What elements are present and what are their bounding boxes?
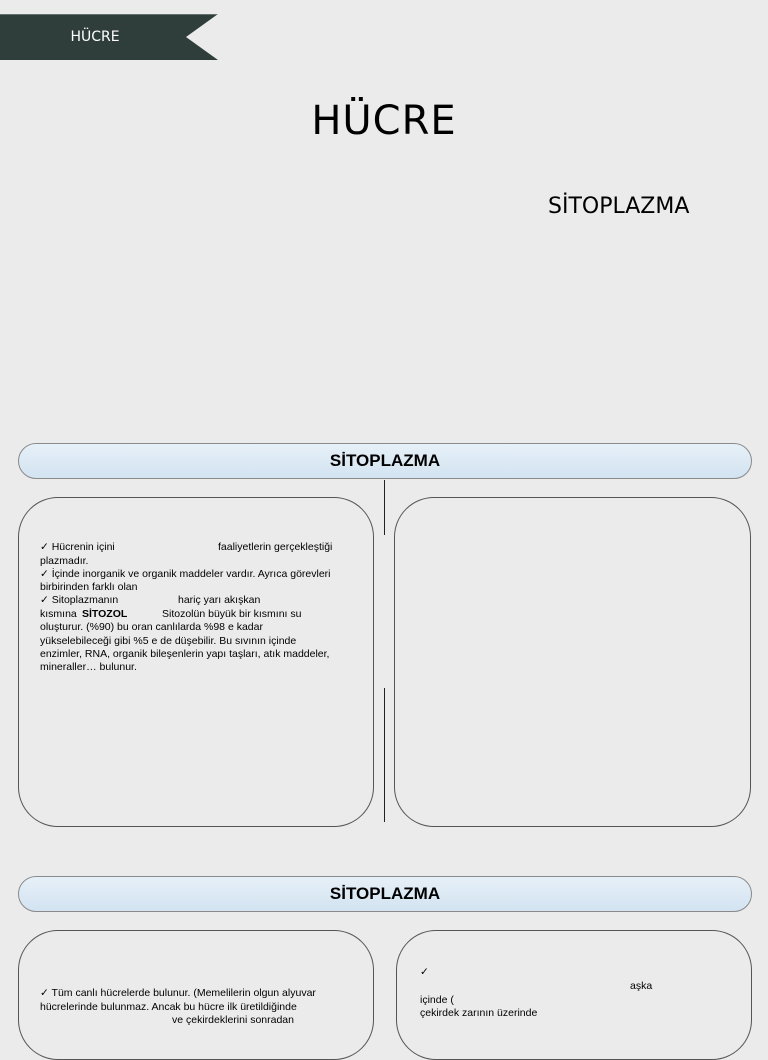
text-line: içinde ( [420,994,454,1006]
text-line: faaliyetlerin gerçekleştiği [218,541,333,553]
header-ribbon [0,14,218,60]
section-heading-bar [18,876,752,912]
text-line: hariç yarı akışkan [178,594,261,606]
text-line: ✓ Sitoplazmanın [40,594,119,606]
text-line: ✓ Hücrenin içini [40,541,115,553]
text-line: hücrelerinde bulunmaz. Ancak bu hücre ilk üretildiğinde [40,1001,297,1013]
column-divider [384,480,385,535]
text-line: ✓ Tüm canlı hücrelerde bulunur. (Memelilerin olgun alyuvar [40,987,316,999]
section-heading-bar [18,443,752,479]
text-line: ✓ İçinde inorganik ve organik maddeler vardır. Ayrıca görevleri [40,568,331,580]
text-line: çekirdek zarının üzerinde [420,1007,538,1019]
text-line: ✓ [420,966,429,978]
ribbon-label: HÜCRE [70,29,120,45]
text-line-bold: SİTOZOL [82,608,128,620]
text-line: Sitozolün büyük bir kısmını su [162,608,302,620]
page-subtitle: SİTOPLAZMA [548,194,690,219]
section-heading: SİTOPLAZMA [329,884,441,903]
text-line: aşka [630,980,653,992]
page-title: HÜCRE [311,98,457,144]
text-line: enzimler, RNA, organik bileşenlerin yapı taşları, atık maddeler, [40,648,330,660]
text-line: mineraller… bulunur. [40,661,137,673]
text-line: kısmına [40,608,77,620]
column-divider [384,688,385,822]
text-line: oluşturur. (%90) bu oran canlılarda %98 e kadar [40,621,263,633]
text-line: plazmadır. [40,555,89,567]
content-panel-right [394,497,751,827]
section-heading: SİTOPLAZMA [329,451,441,470]
text-line: birbirinden farklı olan [40,581,138,593]
text-line: yükselebileceği gibi %5 e de düşebilir. Bu sıvının içinde [40,635,297,647]
text-line: ve çekirdeklerini sonradan [172,1014,294,1026]
